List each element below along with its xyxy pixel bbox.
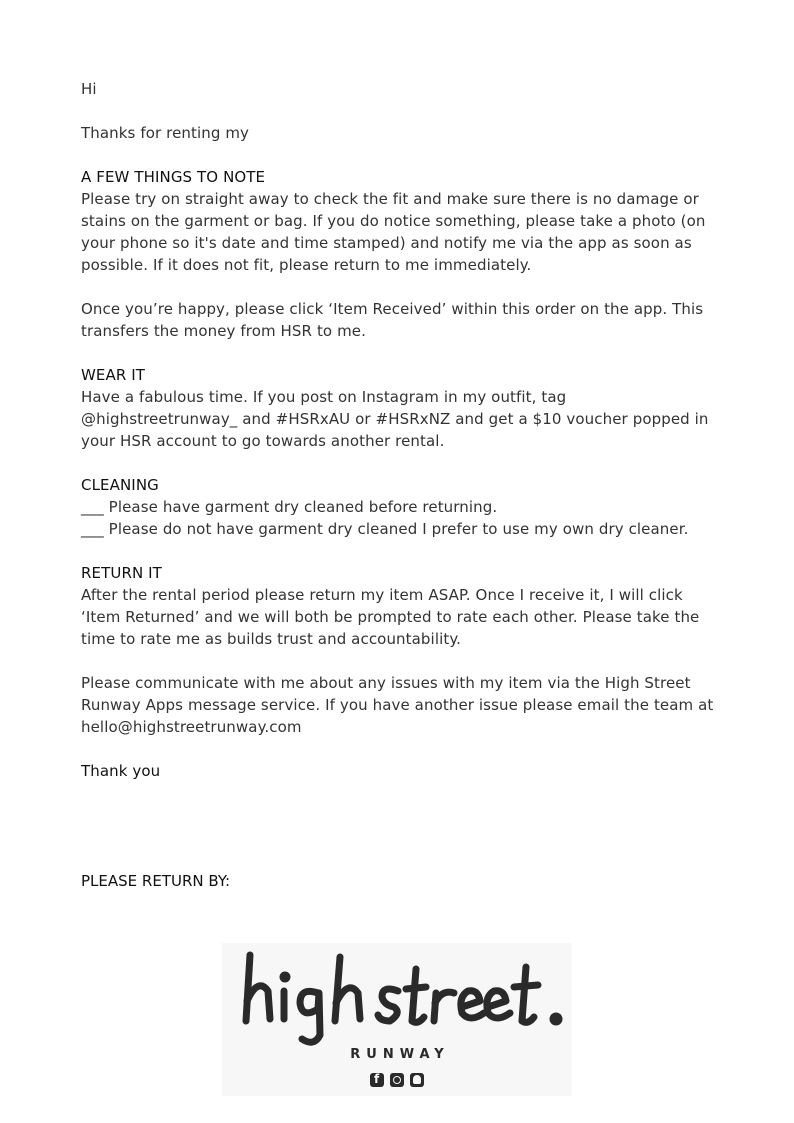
section-body-note-received: Once you’re happy, please click ‘Item Received’ within this order on the app. This transfers the money from HSR to me. <box>81 300 704 340</box>
facebook-icon <box>370 1073 384 1087</box>
return-by-label: PLEASE RETURN BY: <box>81 872 231 890</box>
section-heading-cleaning: CLEANING <box>81 476 159 494</box>
section-body-wear: Have a fabulous time. If you post on Instagram in my outfit, tag @highstreetrunway_ and #HSRxAU or #HSRxNZ and get a $10 voucher popped in your HSR account to go towards another rental. <box>81 388 709 450</box>
section-body-note: Please try on straight away to check the fit and make sure there is no damage or stains on the garment or bag. If you do notice something, please take a photo (on your phone so it's date and time stamped) and notify me via the app as soon as possible. If it does not fit, please return to me immediately. <box>81 190 706 274</box>
logo-subtitle: RUNWAY <box>350 1047 450 1062</box>
section-heading-return: RETURN IT <box>81 564 162 582</box>
instagram-icon <box>390 1073 404 1087</box>
cleaning-option-dry-clean: ___ Please have garment dry cleaned before returning. <box>81 498 498 516</box>
snapchat-icon <box>410 1073 424 1087</box>
section-body-return: After the rental period please return my item ASAP. Once I receive it, I will click ‘Item Returned’ and we will both be prompted to rate each other. Please take the time to rate me as builds trust and accountability. <box>81 586 700 648</box>
brand-logo <box>222 943 572 1096</box>
social-icons <box>222 1073 572 1087</box>
cleaning-option-no-dry-clean: ___ Please do not have garment dry cleaned I prefer to use my own dry cleaner. <box>81 520 689 538</box>
letter-body <box>81 78 721 782</box>
section-body-contact: Please communicate with me about any issues with my item via the High Street Runway Apps message service. If you have another issue please email the team at hello@highstreetrunway.com <box>81 674 714 736</box>
section-heading-wear: WEAR IT <box>81 366 146 384</box>
intro-line: Thanks for renting my <box>81 124 250 142</box>
greeting: Hi <box>81 80 97 98</box>
logo-wordmark <box>222 943 572 1053</box>
section-heading-note: A FEW THINGS TO NOTE <box>81 168 266 186</box>
closing: Thank you <box>81 762 161 780</box>
